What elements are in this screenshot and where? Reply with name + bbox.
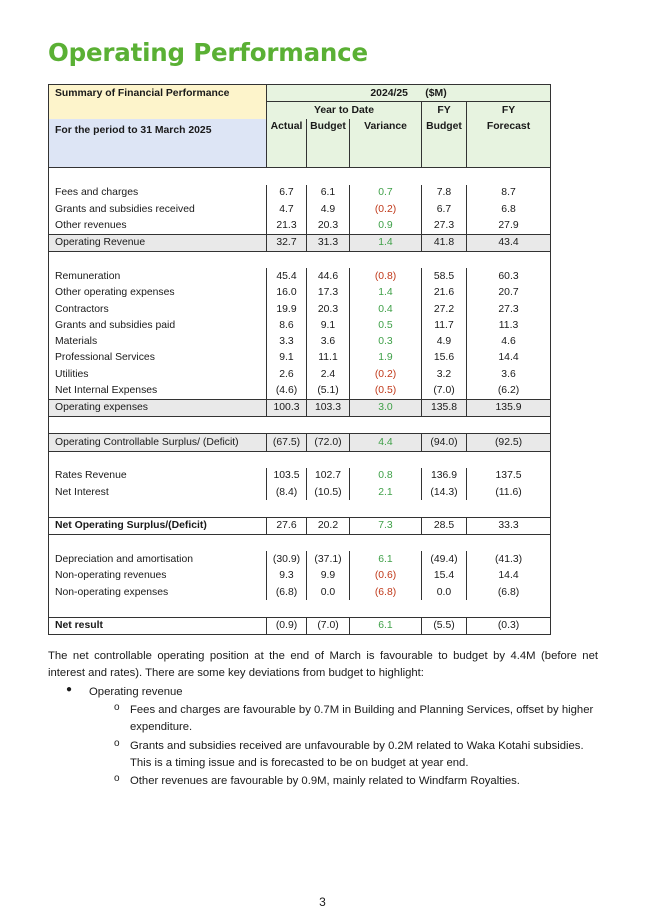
table-row: Remuneration 45.4 44.6 (0.8) 58.5 60.3 [49, 268, 551, 284]
fy-forecast-header-top: FY [467, 102, 551, 119]
ytd-header: Year to Date [267, 102, 422, 119]
table-row: Non-operating expenses (6.8) 0.0 (6.8) 0.0 (6.8) [49, 584, 551, 600]
sub-bullet-grants: Grants and subsidies received are unfavourable by 0.2M related to Waka Kotahi subsidies. This is a timing issue and is forecasted to be on budget at year end. [130, 740, 584, 769]
col-fy-forecast: Forecast [467, 119, 551, 135]
table-row: Grants and subsidies received 4.7 4.9 (0.2) 6.7 6.8 [49, 201, 551, 217]
fy-budget-header-top: FY [422, 102, 467, 119]
commentary-intro: The net controllable operating position at the end of March is favourable to budget by 4.4M (before net interest and rates). There are some key deviations from budget to highlight: [48, 650, 598, 679]
col-fy-budget: Budget [422, 119, 467, 135]
table-row-total: Net Operating Surplus/(Deficit) 27.6 20.2 7.3 28.5 33.3 [49, 517, 551, 534]
col-variance: Variance [350, 119, 422, 135]
col-actual: Actual [267, 119, 307, 135]
sub-bullet-fees: Fees and charges are favourable by 0.7M in Building and Planning Services, offset by higher expenditure. [130, 704, 594, 733]
sub-bullet-other-revenues: Other revenues are favourable by 0.9M, mainly related to Windfarm Royalties. [130, 775, 520, 787]
summary-label: Summary of Financial Performance [49, 85, 267, 102]
table-row: Materials 3.3 3.6 0.3 4.9 4.6 [49, 333, 551, 349]
circle-bullet-icon: o [114, 738, 120, 749]
table-row-total: Operating expenses 100.3 103.3 3.0 135.8 135.9 [49, 399, 551, 416]
table-row: Professional Services 9.1 11.1 1.9 15.6 14.4 [49, 350, 551, 366]
table-row-total: Operating Controllable Surplus/ (Deficit) (67.5) (72.0) 4.4 (94.0) (92.5) [49, 434, 551, 451]
table-row: Contractors 19.9 20.3 0.4 27.2 27.3 [49, 301, 551, 317]
year-header: 2024/25 ($M) [267, 85, 551, 102]
table-row: Depreciation and amortisation (30.9) (37.1) 6.1 (49.4) (41.3) [49, 551, 551, 567]
financial-summary-table [48, 84, 551, 635]
table-row: Non-operating revenues 9.3 9.9 (0.6) 15.4 14.4 [49, 568, 551, 584]
col-budget: Budget [307, 119, 350, 135]
page-number: 3 [319, 895, 326, 909]
bullet-icon: ● [66, 684, 73, 695]
bullet-operating-revenue: Operating revenue [89, 686, 183, 698]
circle-bullet-icon: o [114, 773, 120, 784]
table-row: Rates Revenue 103.5 102.7 0.8 136.9 137.5 [49, 468, 551, 484]
table-row: Net Interest (8.4) (10.5) 2.1 (14.3) (11.6) [49, 484, 551, 500]
table-row: Net Internal Expenses (4.6) (5.1) (0.5) (7.0) (6.2) [49, 382, 551, 399]
table-row: Fees and charges 6.7 6.1 0.7 7.8 8.7 [49, 185, 551, 201]
table-row: Other operating expenses 16.0 17.3 1.4 21.6 20.7 [49, 285, 551, 301]
table-row: Utilities 2.6 2.4 (0.2) 3.2 3.6 [49, 366, 551, 382]
page-title: Operating Performance [48, 38, 368, 67]
period-label: For the period to 31 March 2025 [49, 119, 267, 168]
table-row: Other revenues 21.3 20.3 0.9 27.3 27.9 [49, 217, 551, 234]
table-row: Grants and subsidies paid 8.6 9.1 0.5 11.7 11.3 [49, 317, 551, 333]
table-row-total: Operating Revenue 32.7 31.3 1.4 41.8 43.4 [49, 234, 551, 251]
table-row-total: Net result (0.9) (7.0) 6.1 (5.5) (0.3) [49, 617, 551, 634]
circle-bullet-icon: o [114, 702, 120, 713]
